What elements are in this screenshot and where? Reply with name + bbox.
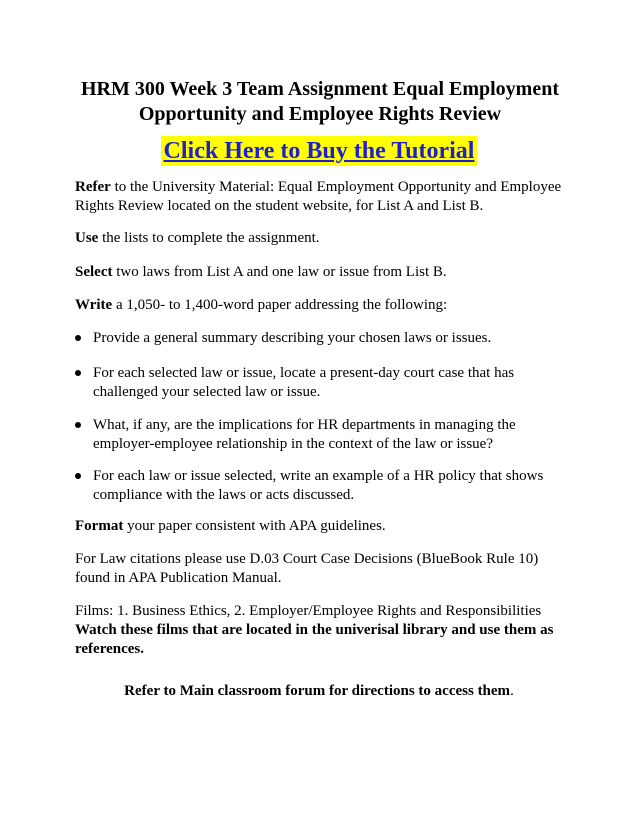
select-text: two laws from List A and one law or issue from List B.	[112, 264, 447, 280]
select-bold: Select	[75, 264, 113, 280]
bullet-text: For each law or issue selected, write an example of a HR policy that shows compliance with the laws or acts discussed.	[93, 468, 544, 503]
list-item	[75, 416, 575, 454]
films-line: Films: 1. Business Ethics, 2. Employer/Employee Rights and Responsibilities	[75, 603, 542, 619]
list-item	[75, 467, 575, 505]
bullet-icon	[75, 370, 81, 376]
write-paragraph	[75, 296, 575, 315]
format-bold: Format	[75, 518, 124, 534]
law-citations-paragraph: For Law citations please use D.03 Court Case Decisions (BlueBook Rule 10) found in APA Publication Manual.	[75, 551, 539, 586]
footer-bold: Refer to Main classroom forum for directions to access them	[124, 683, 511, 699]
refer-text: to the University Material: Equal Employment Opportunity and Employee Rights Review located on the student website, for List A and List B.	[75, 179, 562, 214]
use-paragraph	[75, 229, 575, 248]
footer-tail: .	[510, 683, 514, 699]
format-paragraph	[75, 517, 575, 536]
use-bold: Use	[75, 230, 99, 246]
bullet-text: For each selected law or issue, locate a present-day court case that has challenged your selected law or issue.	[93, 365, 515, 400]
write-text: a 1,050- to 1,400-word paper addressing the following:	[112, 297, 448, 313]
footer-note	[0, 682, 638, 701]
list-item	[75, 364, 575, 402]
select-paragraph	[75, 263, 575, 282]
buy-tutorial-link[interactable]: Click Here to Buy the Tutorial	[161, 136, 478, 166]
page-title	[60, 77, 580, 127]
bullet-text: What, if any, are the implications for HR departments in managing the employer-employee relationship in the context of the law or issue?	[93, 417, 516, 452]
write-bold: Write	[75, 297, 113, 313]
list-item	[75, 329, 575, 348]
title-line-2: Opportunity and Employee Rights Review	[138, 103, 502, 125]
format-text: your paper consistent with APA guidelines.	[123, 518, 386, 534]
bullet-text: Provide a general summary describing your chosen laws or issues.	[93, 330, 492, 346]
bullet-icon	[75, 473, 81, 479]
cta-container	[0, 136, 638, 166]
watch-films-note: Watch these films that are located in the univerisal library and use them as references.	[75, 622, 554, 657]
bullet-icon	[75, 422, 81, 428]
bullet-icon	[75, 335, 81, 341]
refer-paragraph	[75, 178, 575, 216]
refer-bold: Refer	[75, 179, 111, 195]
title-line-1: HRM 300 Week 3 Team Assignment Equal Employment	[80, 78, 560, 100]
use-text: the lists to complete the assignment.	[98, 230, 320, 246]
